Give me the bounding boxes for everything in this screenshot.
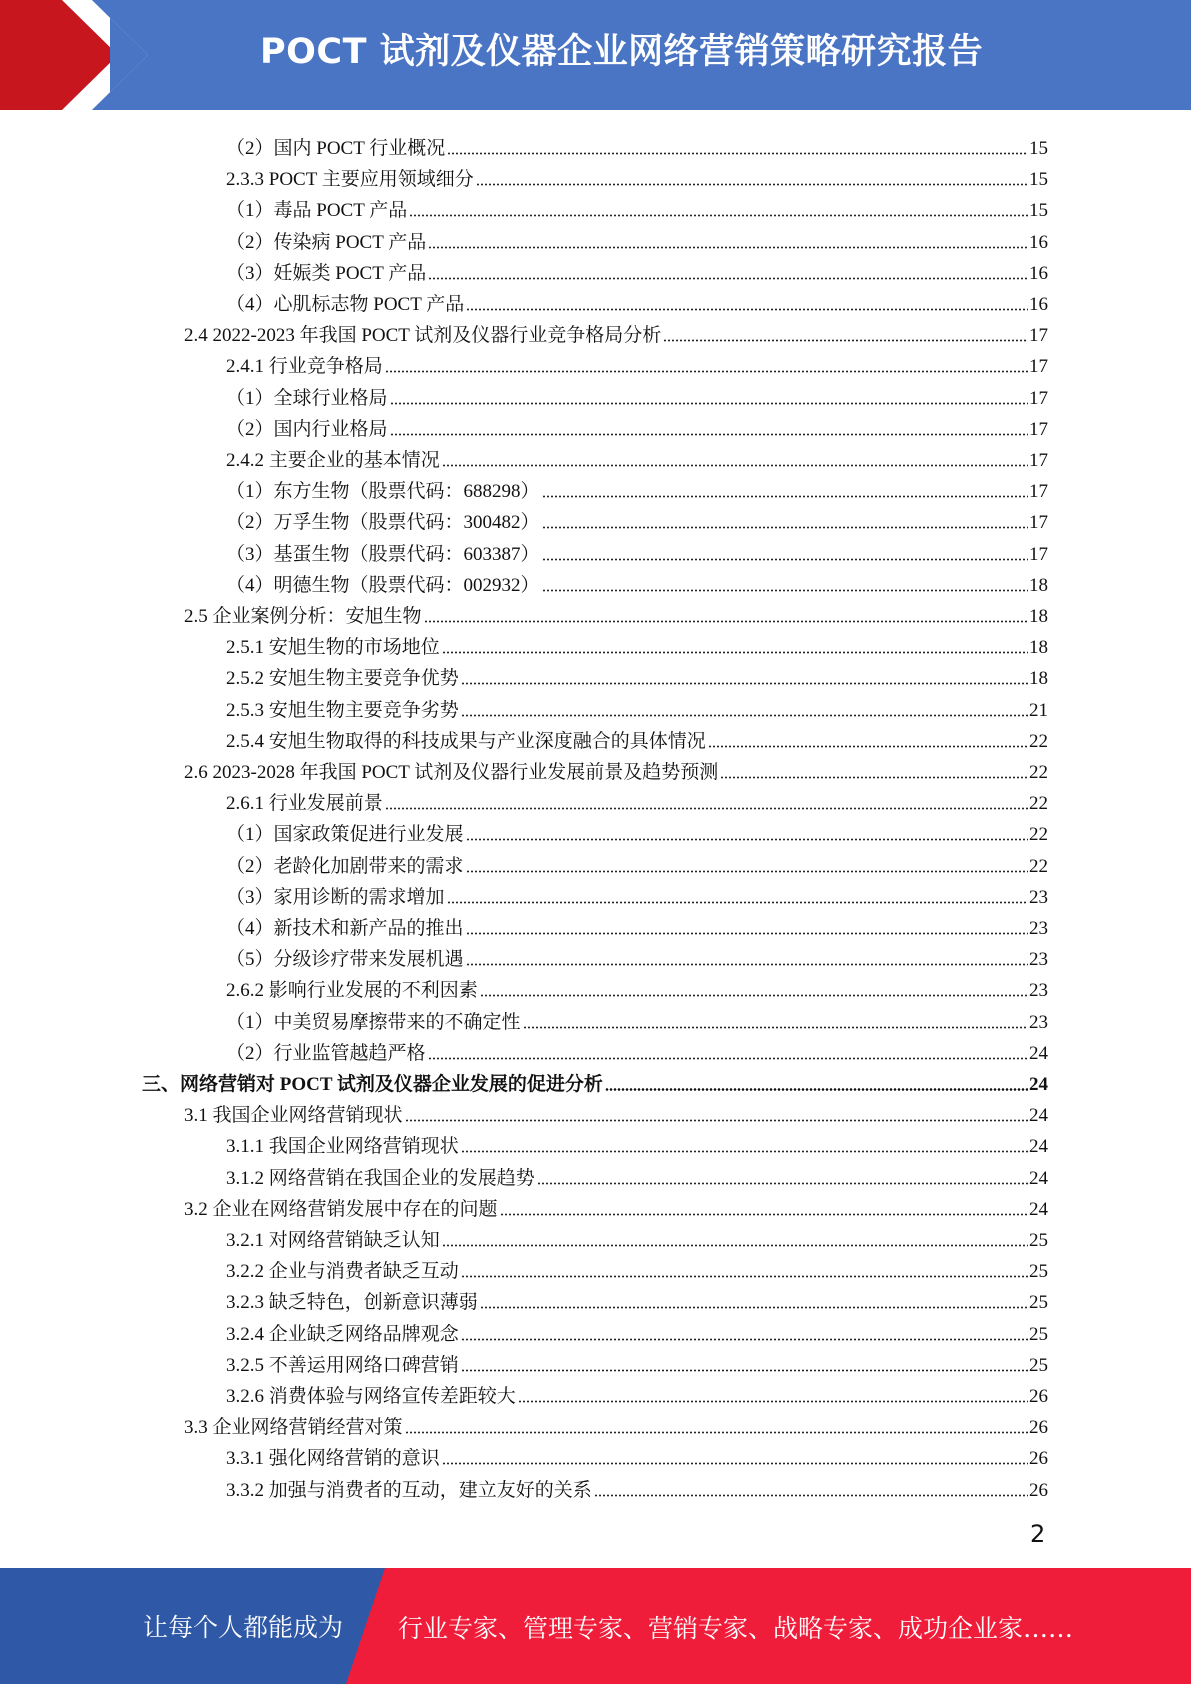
toc-entry-page-number: 24	[1029, 1167, 1048, 1189]
toc-entry-page-number: 17	[1029, 387, 1048, 409]
toc-entry[interactable]	[226, 285, 1048, 316]
toc-entry-label: 三、网络营销对 POCT 试剂及仪器企业发展的促进分析	[142, 1074, 603, 1095]
toc-entry-label: 3.2.4 企业缺乏网络品牌观念	[226, 1323, 459, 1345]
toc-dot-leader	[523, 1025, 1028, 1030]
toc-entry[interactable]	[184, 1096, 1048, 1127]
toc-entry-label: 2.5.4 安旭生物取得的科技成果与产业深度融合的具体情况	[226, 730, 706, 752]
footer-slogan-right: 行业专家、管理专家、营销专家、战略专家、成功企业家……	[398, 1614, 1074, 1643]
toc-dot-leader	[390, 432, 1028, 437]
header-arrow-icon	[0, 0, 160, 110]
toc-entry[interactable]	[226, 129, 1048, 160]
toc-entry[interactable]	[226, 566, 1048, 597]
toc-entry[interactable]	[226, 971, 1048, 1002]
toc-entry[interactable]	[226, 223, 1048, 254]
toc-entry-label: （1）国家政策促进行业发展	[226, 824, 464, 846]
toc-entry[interactable]	[226, 691, 1048, 722]
toc-entry-page-number: 23	[1029, 980, 1048, 1002]
toc-entry[interactable]	[226, 503, 1048, 534]
toc-entry-page-number: 23	[1029, 949, 1048, 971]
toc-entry-page-number: 25	[1029, 1292, 1048, 1314]
toc-entry[interactable]	[184, 1190, 1048, 1221]
toc-entry-label: 3.1.1 我国企业网络营销现状	[226, 1136, 459, 1158]
toc-entry-label: 2.4.1 行业竞争格局	[226, 356, 383, 378]
toc-entry-page-number: 22	[1029, 824, 1048, 846]
toc-entry-label: 3.1 我国企业网络营销现状	[184, 1105, 403, 1127]
toc-dot-leader	[461, 1274, 1028, 1279]
toc-entry-label: 2.3.3 POCT 主要应用领域细分	[226, 169, 474, 191]
toc-entry-label: 2.6 2023-2028 年我国 POCT 试剂及仪器行业发展前景及趋势预测	[184, 762, 719, 783]
toc-entry-page-number: 17	[1029, 481, 1048, 503]
toc-entry-label: 3.2.6 消费体验与网络宣传差距较大	[226, 1386, 516, 1407]
toc-dot-leader	[405, 1118, 1028, 1123]
toc-entry[interactable]	[226, 1315, 1048, 1346]
toc-entry[interactable]	[226, 1439, 1048, 1470]
toc-entry-label: （1）毒品 POCT 产品	[226, 200, 408, 222]
toc-entry-label: 3.1.2 网络营销在我国企业的发展趋势	[226, 1167, 535, 1189]
toc-entry-label: 2.5.3 安旭生物主要竞争劣势	[226, 699, 459, 721]
toc-entry-label: （4）新技术和新产品的推出	[226, 918, 464, 939]
toc-entry[interactable]	[226, 659, 1048, 690]
toc-entry-page-number: 23	[1029, 886, 1048, 908]
toc-entry-label: 3.3.1 强化网络营销的意识	[226, 1448, 440, 1470]
toc-entry-page-number: 26	[1029, 1417, 1048, 1439]
footer-slogan-left: 让每个人都能成为	[143, 1613, 344, 1642]
toc-dot-leader	[466, 869, 1028, 874]
toc-entry[interactable]	[226, 254, 1048, 285]
toc-entry[interactable]	[226, 628, 1048, 659]
toc-entry-page-number: 25	[1029, 1261, 1048, 1283]
toc-dot-leader	[447, 151, 1028, 156]
toc-entry-page-number: 15	[1029, 138, 1048, 159]
toc-entry-page-number: 26	[1029, 1448, 1048, 1470]
toc-entry-page-number: 22	[1029, 793, 1048, 815]
toc-entry[interactable]	[226, 1252, 1048, 1283]
page-number: 2	[1030, 1520, 1046, 1548]
toc-entry-page-number: 26	[1029, 1479, 1048, 1501]
toc-entry[interactable]	[226, 1003, 1048, 1034]
toc-entry-page-number: 25	[1029, 1354, 1048, 1376]
toc-entry[interactable]	[184, 316, 1048, 347]
toc-entry-page-number: 24	[1029, 1074, 1048, 1095]
toc-entry-label: （4）明德生物（股票代码：002932）	[226, 574, 540, 596]
toc-entry[interactable]	[184, 597, 1048, 628]
toc-dot-leader	[500, 1212, 1028, 1217]
toc-entry[interactable]	[226, 441, 1048, 472]
toc-entry[interactable]	[226, 160, 1048, 191]
toc-dot-leader	[466, 837, 1028, 842]
toc-dot-leader	[442, 650, 1028, 655]
toc-entry-page-number: 18	[1029, 668, 1048, 690]
toc-entry[interactable]	[226, 1283, 1048, 1314]
toc-entry-page-number: 23	[1029, 918, 1048, 939]
toc-entry[interactable]	[226, 1159, 1048, 1190]
toc-entry-page-number: 16	[1029, 231, 1048, 253]
toc-entry-page-number: 25	[1029, 1323, 1048, 1345]
toc-entry-page-number: 17	[1029, 450, 1048, 471]
toc-entry-page-number: 15	[1029, 200, 1048, 222]
toc-entry[interactable]	[226, 1346, 1048, 1377]
toc-entry-label: （2）行业监管越趋严格	[226, 1042, 426, 1064]
toc-dot-leader	[461, 1368, 1028, 1373]
toc-dot-leader	[476, 182, 1028, 187]
toc-entry[interactable]	[184, 1408, 1048, 1439]
toc-dot-leader	[385, 806, 1028, 811]
toc-entry-page-number: 25	[1029, 1230, 1048, 1251]
toc-entry-label: 2.5.2 安旭生物主要竞争优势	[226, 668, 459, 690]
toc-dot-leader	[480, 993, 1028, 998]
toc-entry-label: 2.6.1 行业发展前景	[226, 793, 383, 815]
toc-entry-label: （2）国内行业格局	[226, 418, 388, 440]
toc-entry[interactable]	[226, 722, 1048, 753]
toc-entry-label: （3）基蛋生物（股票代码：603387）	[226, 543, 540, 565]
toc-entry-label: 2.5.1 安旭生物的市场地位	[226, 637, 440, 659]
toc-entry-label: 3.3.2 加强与消费者的互动，建立友好的关系	[226, 1479, 592, 1501]
toc-entry[interactable]	[226, 847, 1048, 878]
toc-dot-leader	[442, 463, 1028, 468]
toc-dot-leader	[542, 588, 1028, 593]
toc-dot-leader	[424, 619, 1028, 624]
toc-dot-leader	[594, 1493, 1028, 1498]
toc-entry[interactable]	[142, 1065, 1048, 1096]
toc-entry[interactable]	[226, 909, 1048, 940]
toc-dot-leader	[480, 1305, 1028, 1310]
toc-dot-leader	[537, 1181, 1028, 1186]
toc-entry-page-number: 23	[1029, 1011, 1048, 1033]
toc-entry-page-number: 22	[1029, 855, 1048, 877]
toc-entry-label: 2.4.2 主要企业的基本情况	[226, 450, 440, 471]
toc-entry-label: （4）心肌标志物 POCT 产品	[226, 294, 465, 315]
toc-entry-label: （1）中美贸易摩擦带来的不确定性	[226, 1011, 521, 1033]
toc-entry[interactable]	[226, 878, 1048, 909]
toc-entry[interactable]	[226, 940, 1048, 971]
toc-dot-leader	[461, 681, 1028, 686]
toc-entry-page-number: 22	[1029, 762, 1048, 783]
toc-entry[interactable]	[226, 1471, 1048, 1502]
toc-entry[interactable]	[226, 379, 1048, 410]
toc-entry[interactable]	[226, 1034, 1048, 1065]
toc-entry-label: （3）家用诊断的需求增加	[226, 886, 445, 908]
toc-entry-label: 3.2.3 缺乏特色，创新意识薄弱	[226, 1292, 478, 1314]
page-footer	[0, 1568, 1191, 1684]
toc-entry-page-number: 22	[1029, 730, 1048, 752]
toc-entry[interactable]	[226, 815, 1048, 846]
toc-entry[interactable]	[226, 472, 1048, 503]
toc-entry-page-number: 24	[1029, 1042, 1048, 1064]
toc-entry-page-number: 18	[1029, 606, 1048, 627]
toc-entry-label: （3）妊娠类 POCT 产品	[226, 262, 427, 284]
toc-entry-label: （1）全球行业格局	[226, 387, 388, 409]
toc-entry-label: 2.4 2022-2023 年我国 POCT 试剂及仪器行业竞争格局分析	[184, 325, 662, 347]
toc-entry-label: （2）传染病 POCT 产品	[226, 231, 427, 253]
toc-entry-label: 3.2.2 企业与消费者缺乏互动	[226, 1261, 459, 1283]
toc-dot-leader	[720, 775, 1028, 780]
toc-entry-page-number: 26	[1029, 1386, 1048, 1407]
toc-dot-leader	[542, 557, 1028, 562]
toc-entry-label: 3.2.5 不善运用网络口碑营销	[226, 1354, 459, 1376]
toc-dot-leader	[466, 931, 1028, 936]
toc-entry-page-number: 17	[1029, 418, 1048, 440]
toc-entry-page-number: 21	[1029, 699, 1048, 721]
toc-dot-leader	[663, 338, 1028, 343]
toc-dot-leader	[542, 494, 1028, 499]
toc-dot-leader	[428, 245, 1028, 250]
toc-entry-page-number: 16	[1029, 262, 1048, 284]
toc-entry[interactable]	[226, 535, 1048, 566]
toc-dot-leader	[605, 1087, 1028, 1092]
toc-dot-leader	[466, 962, 1028, 967]
toc-entry[interactable]	[226, 191, 1048, 222]
toc-entry[interactable]	[226, 1377, 1048, 1408]
toc-entry-label: 3.2 企业在网络营销发展中存在的问题	[184, 1198, 498, 1220]
toc-dot-leader	[466, 307, 1028, 312]
toc-dot-leader	[542, 525, 1028, 530]
toc-entry-page-number: 17	[1029, 543, 1048, 565]
toc-entry-label: 3.2.1 对网络营销缺乏认知	[226, 1230, 440, 1251]
toc-entry-page-number: 15	[1029, 169, 1048, 191]
toc-entry-label: （5）分级诊疗带来发展机遇	[226, 949, 464, 971]
toc-entry[interactable]	[226, 347, 1048, 378]
toc-dot-leader	[442, 1461, 1028, 1466]
toc-entry-page-number: 24	[1029, 1105, 1048, 1127]
toc-entry-label: 2.5 企业案例分析：安旭生物	[184, 606, 422, 627]
toc-dot-leader	[390, 401, 1028, 406]
toc-entry-page-number: 24	[1029, 1136, 1048, 1158]
toc-entry-label: （2）老龄化加剧带来的需求	[226, 855, 464, 877]
toc-entry-label: （2）万孚生物（股票代码：300482）	[226, 512, 540, 534]
toc-entry-page-number: 18	[1029, 637, 1048, 659]
toc-dot-leader	[708, 744, 1028, 749]
toc-dot-leader	[461, 1337, 1028, 1342]
toc-dot-leader	[442, 1243, 1028, 1248]
toc-dot-leader	[409, 213, 1028, 218]
toc-entry-label: 2.6.2 影响行业发展的不利因素	[226, 980, 478, 1002]
toc-entry-page-number: 17	[1029, 356, 1048, 378]
toc-dot-leader	[428, 1056, 1028, 1061]
toc-entry-page-number: 16	[1029, 294, 1048, 315]
toc-entry-label: 3.3 企业网络营销经营对策	[184, 1417, 403, 1439]
toc-entry[interactable]	[226, 1127, 1048, 1158]
toc-entry[interactable]	[226, 784, 1048, 815]
toc-dot-leader	[385, 369, 1028, 374]
toc-entry[interactable]	[184, 753, 1048, 784]
toc-entry-page-number: 24	[1029, 1198, 1048, 1220]
toc-dot-leader	[447, 900, 1028, 905]
toc-entry[interactable]	[226, 1221, 1048, 1252]
toc-dot-leader	[461, 713, 1028, 718]
page-header	[0, 0, 1191, 110]
toc-dot-leader	[518, 1399, 1028, 1404]
toc-entry-label: （2）国内 POCT 行业概况	[226, 138, 446, 159]
toc-dot-leader	[461, 1149, 1028, 1154]
toc-entry-label: （1）东方生物（股票代码：688298）	[226, 481, 540, 503]
toc-dot-leader	[405, 1430, 1028, 1435]
toc-entry-page-number: 17	[1029, 512, 1048, 534]
toc-entry-page-number: 18	[1029, 574, 1048, 596]
toc-dot-leader	[428, 276, 1028, 281]
toc-entry-page-number: 17	[1029, 325, 1048, 347]
toc-entry[interactable]	[226, 410, 1048, 441]
document-title: POCT 试剂及仪器企业网络营销策略研究报告	[260, 32, 984, 72]
